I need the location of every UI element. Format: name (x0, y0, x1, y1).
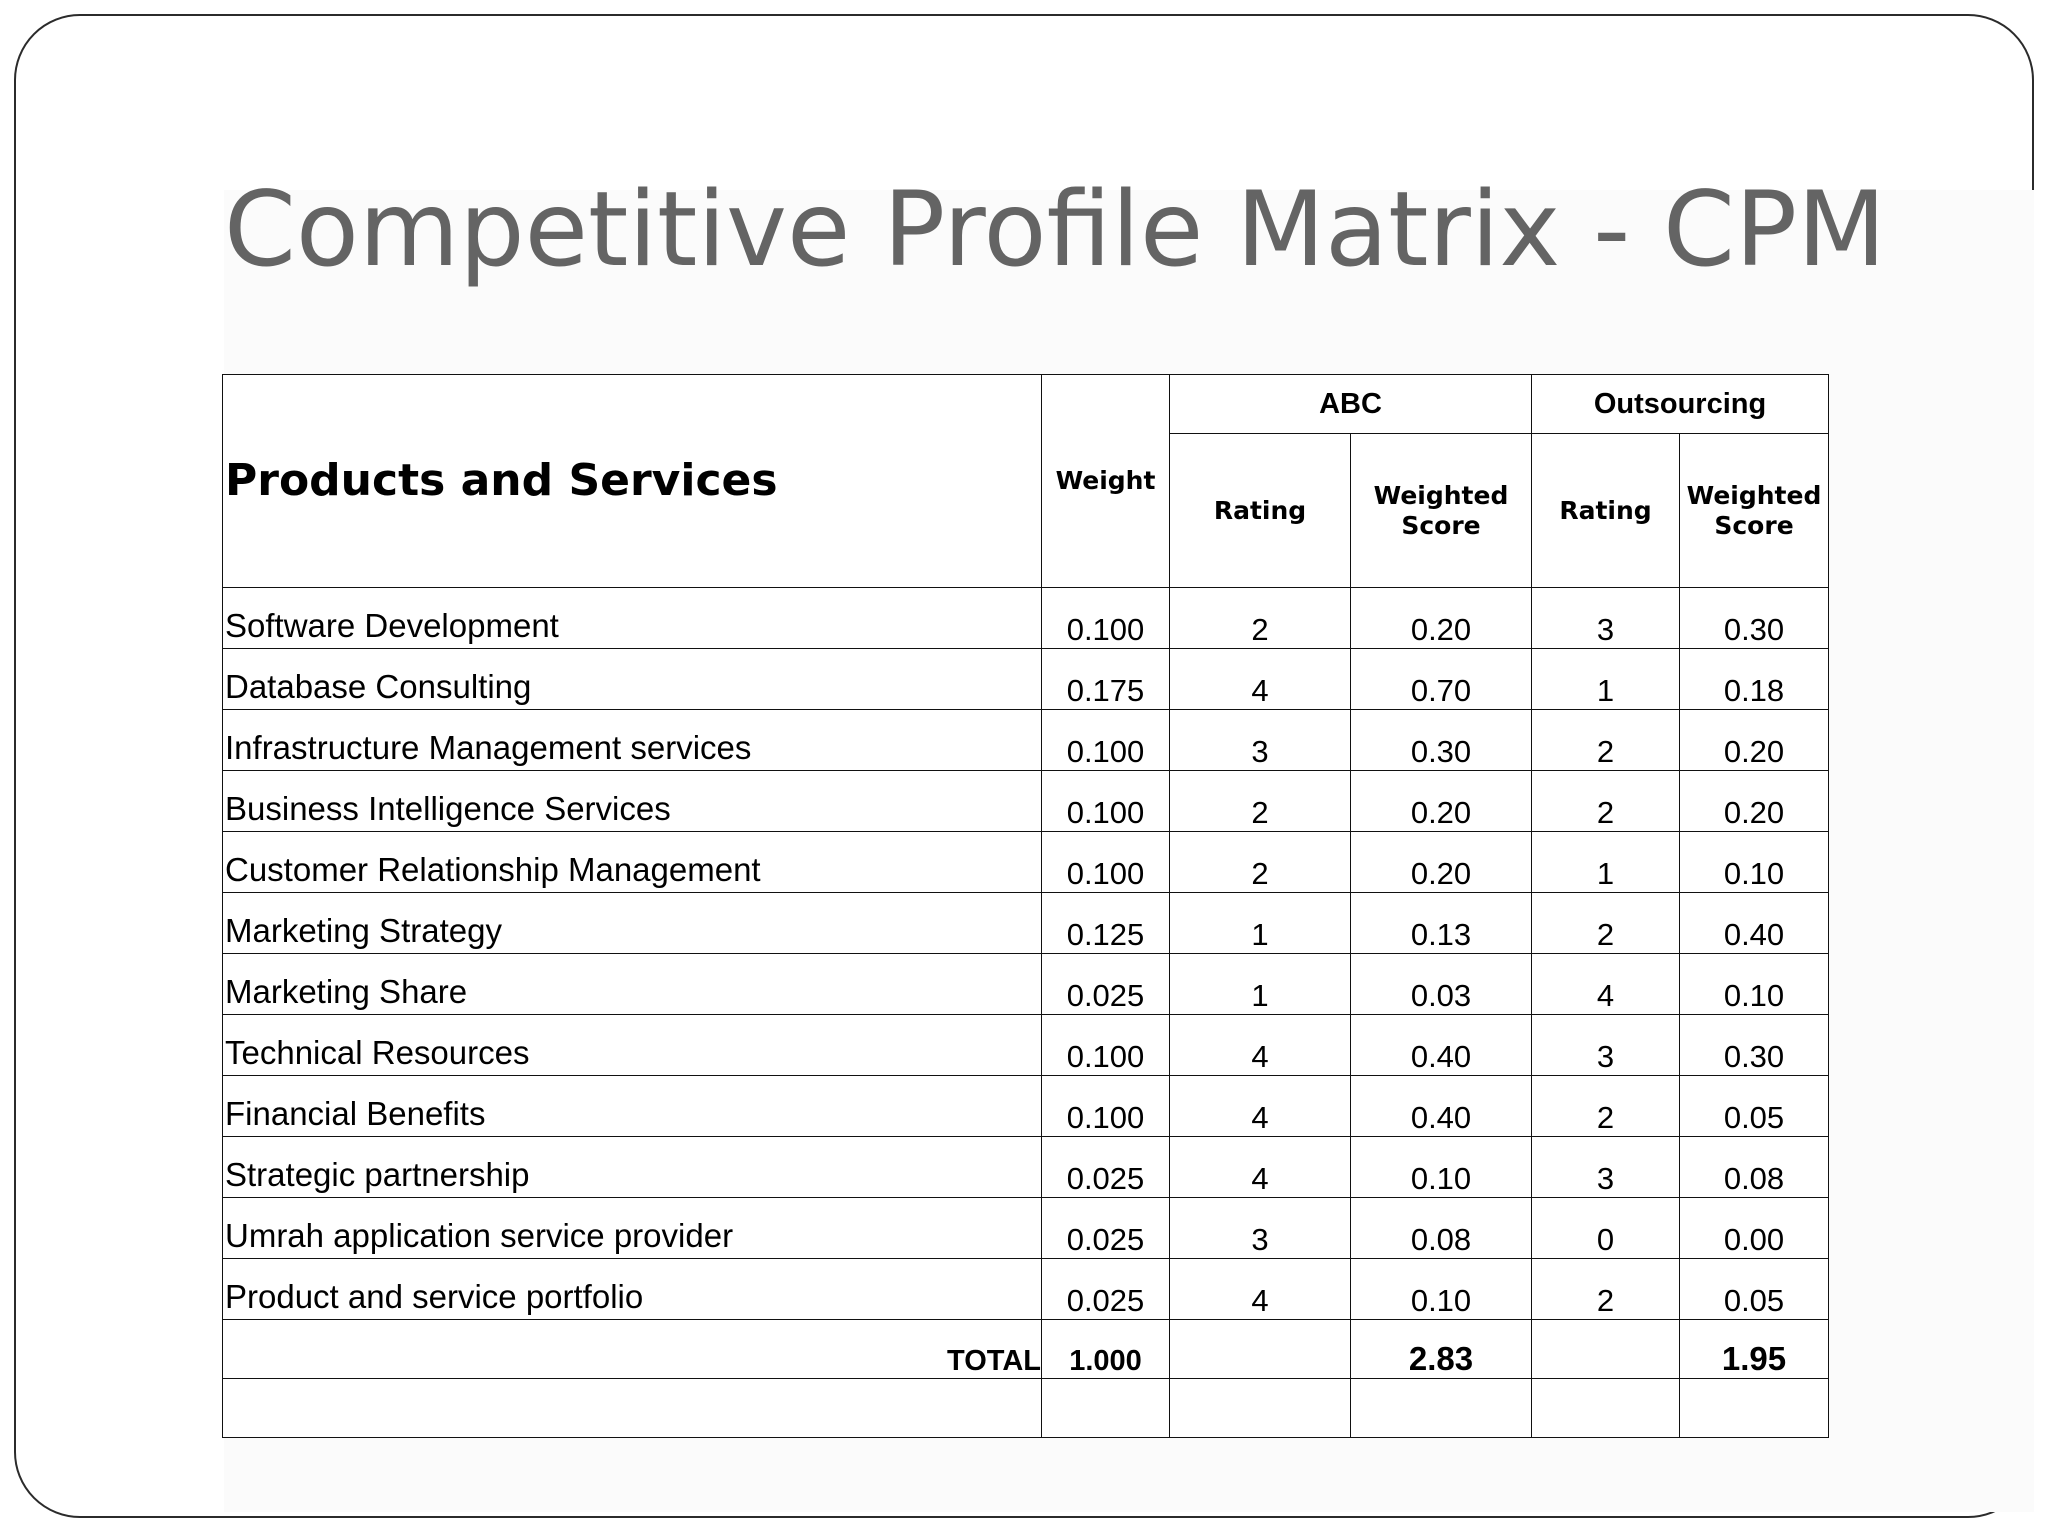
row-abc-rating: 4 (1170, 649, 1351, 710)
table-row (223, 1076, 1829, 1137)
header-abc-weighted-score: Weighted Score (1351, 434, 1532, 588)
header-products-services: Products and Services (223, 375, 1042, 588)
cpm-table (222, 374, 1829, 1438)
header-group-abc: ABC (1170, 375, 1532, 434)
row-outsourcing-weighted-score: 0.08 (1680, 1137, 1829, 1198)
row-abc-weighted-score: 0.20 (1351, 771, 1532, 832)
table-row (223, 1137, 1829, 1198)
row-abc-weighted-score: 0.08 (1351, 1198, 1532, 1259)
row-abc-weighted-score: 0.40 (1351, 1076, 1532, 1137)
row-abc-rating: 4 (1170, 1076, 1351, 1137)
row-outsourcing-weighted-score: 0.20 (1680, 771, 1829, 832)
row-weight: 0.100 (1042, 1076, 1170, 1137)
header-group-outsourcing: Outsourcing (1532, 375, 1829, 434)
total-abc-weighted-score: 2.83 (1351, 1320, 1532, 1379)
row-label: Strategic partnership (223, 1137, 1042, 1198)
row-outsourcing-weighted-score: 0.05 (1680, 1076, 1829, 1137)
row-label: Marketing Share (223, 954, 1042, 1015)
row-abc-rating: 3 (1170, 710, 1351, 771)
empty-cell (1351, 1379, 1532, 1438)
table-row (223, 1259, 1829, 1320)
table-row (223, 588, 1829, 649)
empty-cell (1680, 1379, 1829, 1438)
empty-cell (1042, 1379, 1170, 1438)
table-row (223, 710, 1829, 771)
row-weight: 0.025 (1042, 954, 1170, 1015)
row-abc-weighted-score: 0.20 (1351, 588, 1532, 649)
row-label: Marketing Strategy (223, 893, 1042, 954)
row-weight: 0.025 (1042, 1259, 1170, 1320)
total-outsourcing-weighted-score: 1.95 (1680, 1320, 1829, 1379)
row-outsourcing-rating: 2 (1532, 893, 1680, 954)
row-weight: 0.025 (1042, 1137, 1170, 1198)
row-weight: 0.100 (1042, 1015, 1170, 1076)
row-outsourcing-weighted-score: 0.20 (1680, 710, 1829, 771)
total-label: TOTAL (223, 1320, 1042, 1379)
slide-title: Competitive Profile Matrix - CPM (224, 170, 1886, 290)
row-label: Database Consulting (223, 649, 1042, 710)
row-abc-rating: 2 (1170, 588, 1351, 649)
row-label: Infrastructure Management services (223, 710, 1042, 771)
row-outsourcing-rating: 0 (1532, 1198, 1680, 1259)
row-outsourcing-weighted-score: 0.00 (1680, 1198, 1829, 1259)
row-weight: 0.100 (1042, 710, 1170, 771)
row-abc-rating: 4 (1170, 1137, 1351, 1198)
row-abc-weighted-score: 0.10 (1351, 1259, 1532, 1320)
row-label: Customer Relationship Management (223, 832, 1042, 893)
row-abc-rating: 2 (1170, 771, 1351, 832)
row-abc-weighted-score: 0.70 (1351, 649, 1532, 710)
row-abc-weighted-score: 0.13 (1351, 893, 1532, 954)
total-row (223, 1320, 1829, 1379)
row-outsourcing-rating: 2 (1532, 771, 1680, 832)
row-label: Umrah application service provider (223, 1198, 1042, 1259)
row-abc-rating: 4 (1170, 1015, 1351, 1076)
row-outsourcing-rating: 2 (1532, 710, 1680, 771)
header-weight: Weight (1042, 375, 1170, 588)
row-weight: 0.025 (1042, 1198, 1170, 1259)
row-abc-weighted-score: 0.20 (1351, 832, 1532, 893)
total-outsourcing-rating (1532, 1320, 1680, 1379)
row-weight: 0.100 (1042, 832, 1170, 893)
row-weight: 0.100 (1042, 588, 1170, 649)
total-abc-rating (1170, 1320, 1351, 1379)
row-label: Product and service portfolio (223, 1259, 1042, 1320)
row-outsourcing-rating: 3 (1532, 1137, 1680, 1198)
row-outsourcing-weighted-score: 0.30 (1680, 588, 1829, 649)
table-row (223, 649, 1829, 710)
total-weight: 1.000 (1042, 1320, 1170, 1379)
row-label: Business Intelligence Services (223, 771, 1042, 832)
empty-cell (1170, 1379, 1351, 1438)
row-label: Financial Benefits (223, 1076, 1042, 1137)
row-weight: 0.175 (1042, 649, 1170, 710)
row-outsourcing-weighted-score: 0.10 (1680, 954, 1829, 1015)
table-row (223, 1198, 1829, 1259)
row-abc-rating: 4 (1170, 1259, 1351, 1320)
header-outsourcing-weighted-score: Weighted Score (1680, 434, 1829, 588)
header-abc-rating: Rating (1170, 434, 1351, 588)
empty-row (223, 1379, 1829, 1438)
row-label: Software Development (223, 588, 1042, 649)
row-outsourcing-rating: 1 (1532, 832, 1680, 893)
row-outsourcing-weighted-score: 0.05 (1680, 1259, 1829, 1320)
table-row (223, 1015, 1829, 1076)
row-abc-rating: 1 (1170, 954, 1351, 1015)
row-abc-rating: 1 (1170, 893, 1351, 954)
table-row (223, 893, 1829, 954)
row-outsourcing-rating: 3 (1532, 1015, 1680, 1076)
table-row (223, 832, 1829, 893)
row-outsourcing-rating: 3 (1532, 588, 1680, 649)
header-outsourcing-rating: Rating (1532, 434, 1680, 588)
row-abc-weighted-score: 0.03 (1351, 954, 1532, 1015)
row-abc-weighted-score: 0.40 (1351, 1015, 1532, 1076)
row-outsourcing-rating: 2 (1532, 1259, 1680, 1320)
row-abc-weighted-score: 0.10 (1351, 1137, 1532, 1198)
row-outsourcing-rating: 4 (1532, 954, 1680, 1015)
row-label: Technical Resources (223, 1015, 1042, 1076)
empty-cell (223, 1379, 1042, 1438)
row-abc-rating: 3 (1170, 1198, 1351, 1259)
row-weight: 0.125 (1042, 893, 1170, 954)
row-outsourcing-rating: 2 (1532, 1076, 1680, 1137)
row-outsourcing-rating: 1 (1532, 649, 1680, 710)
row-outsourcing-weighted-score: 0.18 (1680, 649, 1829, 710)
row-outsourcing-weighted-score: 0.40 (1680, 893, 1829, 954)
row-abc-weighted-score: 0.30 (1351, 710, 1532, 771)
empty-cell (1532, 1379, 1680, 1438)
row-abc-rating: 2 (1170, 832, 1351, 893)
row-outsourcing-weighted-score: 0.30 (1680, 1015, 1829, 1076)
row-weight: 0.100 (1042, 771, 1170, 832)
row-outsourcing-weighted-score: 0.10 (1680, 832, 1829, 893)
table-row (223, 771, 1829, 832)
table-row (223, 954, 1829, 1015)
